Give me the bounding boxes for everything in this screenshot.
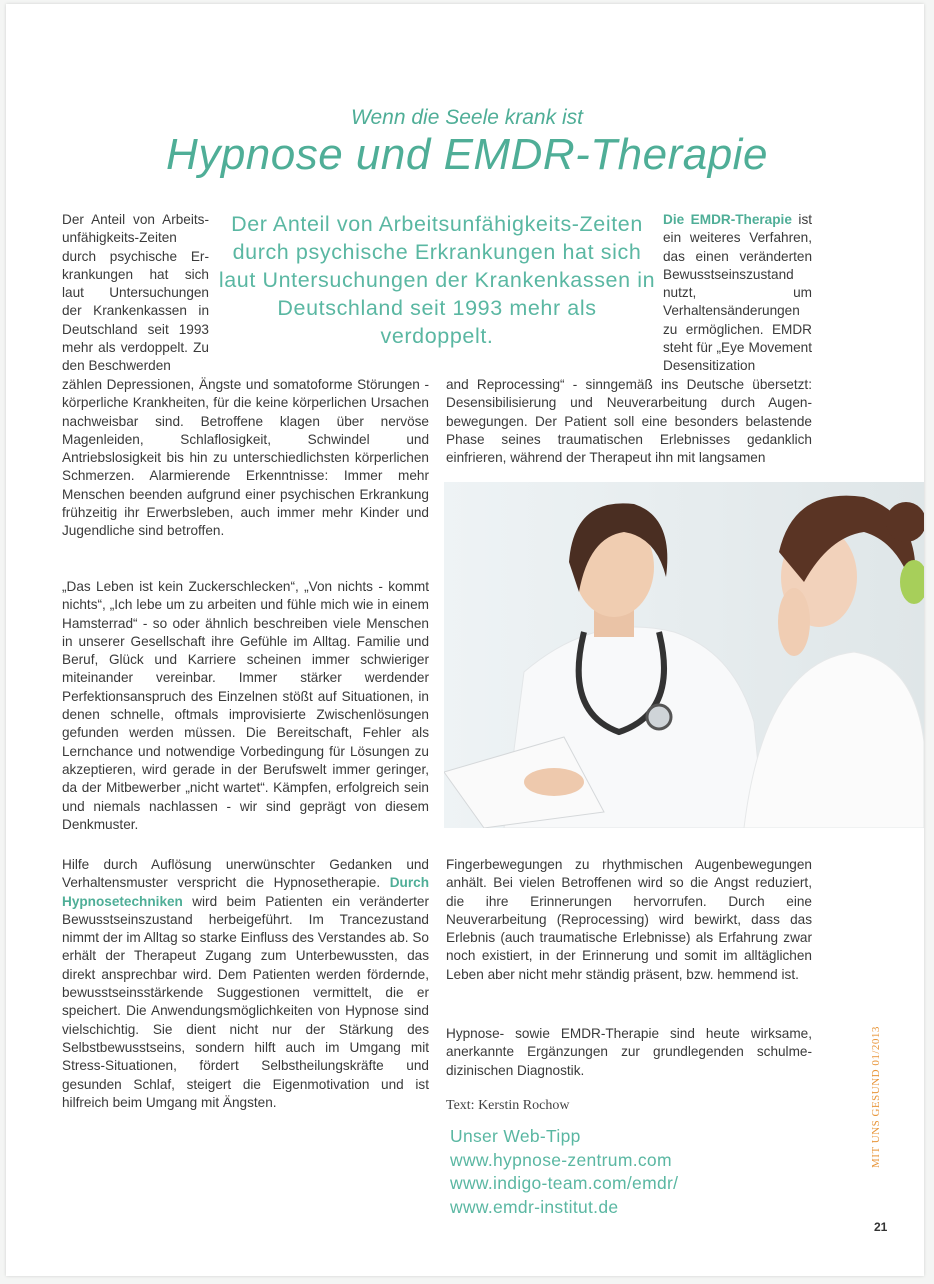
web-link-1[interactable]: www.hypnose-zentrum.com — [450, 1149, 672, 1170]
page-number: 21 — [874, 1220, 888, 1234]
magazine-side-label — [870, 1026, 882, 1168]
web-tipp-heading: Unser Web-Tipp — [450, 1126, 581, 1146]
magazine-name: MIT UNS GESUND — [870, 1068, 882, 1168]
author-byline: Text: Kerstin Rochow — [446, 1098, 570, 1113]
photo-illustration — [444, 482, 924, 828]
emdr-continuation: Fingerbewegungen zu rhythmischen Augenbewegungen anhält. Bei vielen Betroffenen wird so die Angst reduziert, die ihre Erinnerungen hervorrufen. Durch eine Neuverarbeitung (Reprocessing) wird bewirkt, dass das Erlebnis (auch traumatische Erlebnisse) als Erfahrung zwar noch existiert, in der Erinnerung und somit im alltäglichen Leben aber nicht mehr ständig präsent, bzw. hemmend ist. — [446, 857, 812, 982]
conclusion-paragraph: Hypnose- sowie EMDR-Therapie sind heute wirksame, anerkannte Ergänzungen zur grundlegenden schulmedizinischen Diagnostik. — [446, 1026, 812, 1078]
hypnose-text-b: wird beim Patienten ein veränderter Bewusstseinszustand herbeigeführt. Im Trancezustand nimmt der im Alltag so starke Einfluss des Verstandes ab. So erhält der Therapeut Zugang zum Unterbewussten, das direkt ansprechbar wird. Dem Patienten werden fördernde, bewusstseinsstärkende Suggestionen vermittelt, die er speichert. Die Anwendungsmöglichkeiten von Hypnose sind vielschichtig. Sie dient nicht nur der Stärkung des Selbstbewusstseins, sondern hilft auch im Umgang mit Stress-Situationen, fördert Selbstheilungskräfte und gesunden Schlaf, steigert die Eigenmotivation und ist hilfreich beim Umgang mit Ängsten. — [62, 893, 429, 1110]
life-paragraph: „Das Leben ist kein Zuckerschlecken“, „Von nichts - kommt nichts“, „Ich lebe um zu arbeiten und fühle mich wie in einem Hamsterrad“ - so oder ähnlich beschreiben viele Menschen in unserer Gesellschaft ihre Gefühle im Alltag. Familie und Beruf, Glück und Karriere scheinen immer schwieriger miteinander vereinbar. Immer stärker werdender Perfektionsanspruch des Einzelnen stößt auf Situationen, in denen schnelle, oftmals improvisierte Zwischenlösungen gefunden werden müssen. Die Bereitschaft, Fehler als Lernchance und notwendige Vorbedingung für Lösungen zu akzeptieren, wird gerade in der Berufswelt immer geringer, da der Mitbewerber „nicht wartet“. Kämpfen, erfolgreich sein und niemals nachlassen - wir sind geprägt von diesem Denkmuster. — [62, 579, 429, 832]
emdr-body-narrow: ist ein weiteres Verfahren, das einen veränderten Bewusstseinszustand nutzt, um Verhaltensänderungen zu ermöglichen. EMDR steht für „Eye Movement Desensitization — [663, 212, 813, 374]
emdr-heading: Die EMDR-Therapie — [663, 212, 792, 227]
emdr-text-wide: and Reprocessing“ - sinngemäß ins Deutsche übersetzt: Desensibilisierung und Neuverarbeitung durch Augenbewegungen. Der Patient soll eine besonders belastende Phase seines traumatischen Erlebnisses gedanklich einfrieren, während der Therapeut ihn mit langsamen — [446, 377, 812, 466]
article-title: Hypnose und EMDR-Therapie — [166, 130, 768, 179]
doctor-patient-photo — [444, 482, 924, 828]
pull-quote: Der Anteil von Arbeitsunfähigkeits-Zeiten durch psychische Erkrankungen hat sich laut Untersuchungen der Krankenkassen in Deutschland seit 1993 mehr als verdoppelt. — [218, 212, 656, 348]
web-link-3[interactable]: www.emdr-institut.de — [450, 1196, 619, 1217]
intro-text-wide: zählen Depressionen, Ängste und somatoforme Störungen - körperliche Krankheiten, für die keine körperlichen Ursachen nachweisbar sind. Betroffene klagen über nervöse Magenleiden, Schlaflosigkeit, Schwindel und Antriebslosigkeit bis hin zu unterschiedlichsten körperlichen Schmerzen. Alarmierende Erkenntnisse: Immer mehr Menschen beenden aufgrund einer psychischen Erkrankung frühzeitig ihr Erwerbsleben, auch immer mehr Kinder und Jugendliche sind betroffen. — [62, 377, 429, 539]
hypnose-highlight: Durch Hypnosetechniken — [62, 875, 429, 909]
hypnose-text-a: Hilfe durch Auflösung unerwünschter Gedanken und Verhaltensmuster verspricht die Hypnosetherapie. — [62, 857, 429, 891]
intro-text-narrow: Der Anteil von Arbeitsunfähigkeits-Zeiten durch psychische Erkrankungen hat sich laut Untersuchungen der Krankenkassen in Deutschland seit 1993 mehr als verdoppelt. Zu den Beschwerden — [62, 212, 209, 374]
magazine-issue: 01/2013 — [870, 1026, 882, 1066]
web-tipp-box — [450, 1125, 678, 1219]
web-link-2[interactable]: www.indigo-team.com/emdr/ — [450, 1173, 679, 1193]
hypnose-paragraph — [62, 856, 429, 1112]
emdr-text-narrow — [663, 211, 812, 376]
article-kicker: Wenn die Seele krank ist — [351, 106, 583, 129]
